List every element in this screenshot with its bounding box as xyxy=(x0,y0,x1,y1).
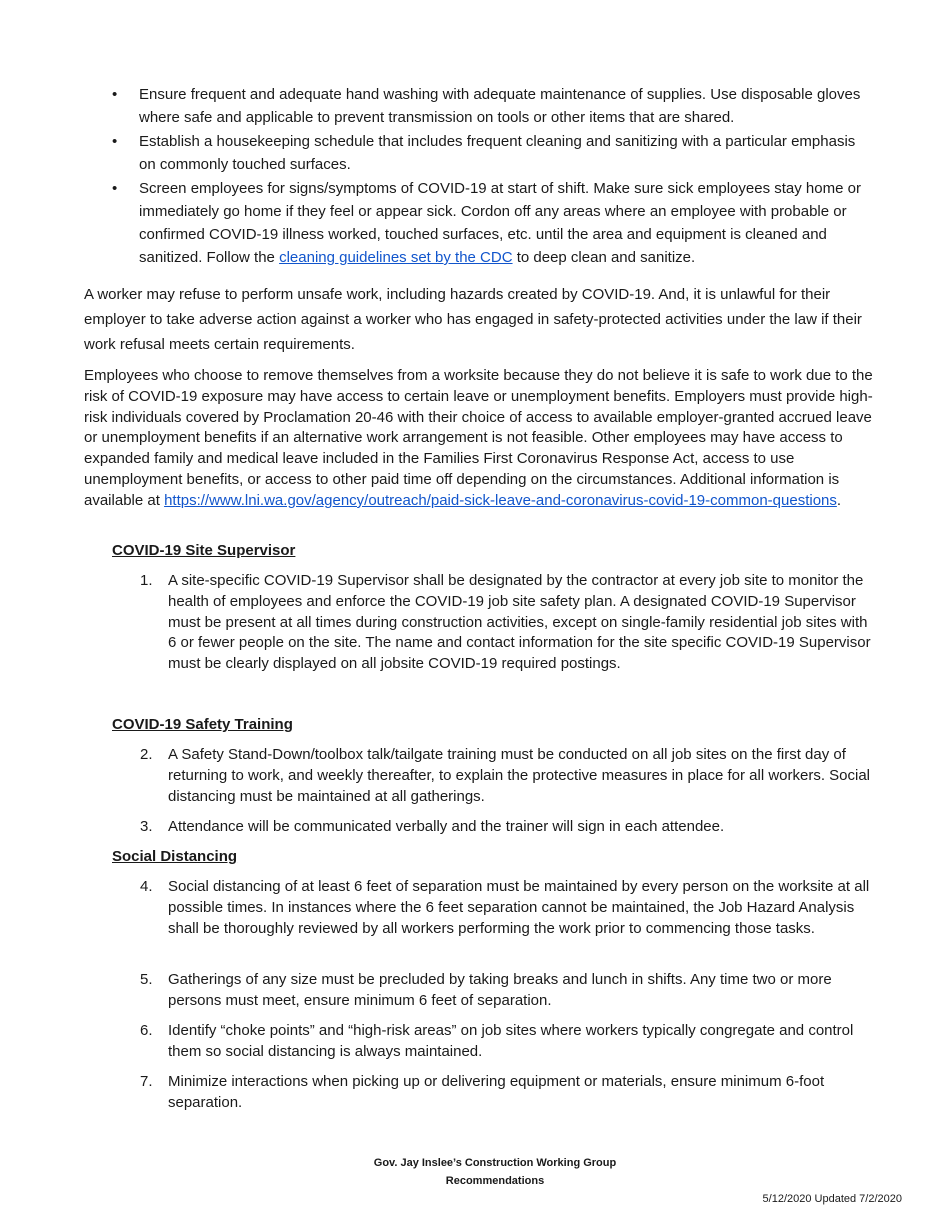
hygiene-bullet-list xyxy=(110,83,870,270)
bullet-marker: • xyxy=(112,133,118,150)
leave-benefits-paragraph xyxy=(84,366,874,512)
item-number: 5. xyxy=(140,971,153,988)
item-number: 4. xyxy=(140,878,153,895)
section-heading-social-distancing: Social Distancing xyxy=(112,848,238,865)
item-number: 3. xyxy=(140,818,153,835)
item-text: Gatherings of any size must be precluded by taking breaks and lunch in shifts. Any time two or more persons must meet, ensure minimum 6 feet of separation. xyxy=(168,971,832,1009)
numbered-item xyxy=(112,877,872,939)
lni-paid-sick-leave-link[interactable]: https://www.lni.wa.gov/agency/outreach/paid-sick-leave-and-coronavirus-covid-19-common-questions xyxy=(164,491,837,509)
footer-title: Gov. Jay Inslee’s Construction Working Group xyxy=(373,1157,617,1169)
numbered-item xyxy=(112,571,872,675)
section-heading-safety-training: COVID-19 Safety Training xyxy=(112,716,293,733)
list-item xyxy=(110,177,870,269)
item-text: Attendance will be communicated verbally and the trainer will sign in each attendee. xyxy=(168,818,725,835)
bullet-text: to deep clean and sanitize. xyxy=(512,249,696,266)
bullet-text: Establish a housekeeping schedule that includes frequent cleaning and sanitizing with a particular emphasis on commonly touched surfaces. xyxy=(139,133,856,173)
item-text: Social distancing of at least 6 feet of separation must be maintained by every person on the worksite at all possible times. In instances where the 6 feet separation cannot be maintained, the Job Hazard Analysis shall be thoroughly reviewed by all workers performing the work prior to commencing those tasks. xyxy=(168,878,870,937)
numbered-item xyxy=(112,745,872,807)
item-text: A site-specific COVID-19 Supervisor shall be designated by the contractor at every job site to monitor the health of employees and enforce the COVID-19 job site safety plan. A designated COVID-19 Supervisor must be present at all times during construction activities, except on single-family residential job sites with 6 or fewer people on the site. The name and contact information for the site specific COVID-19 Supervisor must be clearly displayed on all jobsite COVID-19 required postings. xyxy=(168,572,871,673)
item-number: 1. xyxy=(140,572,153,589)
numbered-item xyxy=(112,1021,872,1063)
item-number: 7. xyxy=(140,1073,153,1090)
bullet-marker: • xyxy=(112,180,118,197)
item-text: Minimize interactions when picking up or delivering equipment or materials, ensure minimum 6-foot separation. xyxy=(168,1073,825,1111)
list-item xyxy=(110,130,870,176)
cdc-cleaning-guidelines-link[interactable]: cleaning guidelines set by the CDC xyxy=(279,249,513,266)
numbered-item xyxy=(112,1072,872,1114)
footer-date: 5/12/2020 Updated 7/2/2020 xyxy=(762,1193,902,1205)
bullet-text: Ensure frequent and adequate hand washing with adequate maintenance of supplies. Use disposable gloves where safe and applicable to prevent transmission on tools or other items that are shared. xyxy=(139,86,861,126)
item-text: Identify “choke points” and “high-risk areas” on job sites where workers typically congregate and control them so social distancing is always maintained. xyxy=(168,1022,854,1060)
list-item xyxy=(110,83,870,129)
item-number: 2. xyxy=(140,746,153,763)
section-heading-site-supervisor: COVID-19 Site Supervisor xyxy=(112,542,296,559)
numbered-item xyxy=(112,970,872,1012)
item-number: 6. xyxy=(140,1022,153,1039)
work-refusal-paragraph: A worker may refuse to perform unsafe work, including hazards created by COVID-19. And, it is unlawful for their employer to take adverse action against a worker who has engaged in safety-protected activities under the law if their work refusal meets certain requirements. xyxy=(84,286,862,353)
numbered-item xyxy=(112,817,872,838)
bullet-marker: • xyxy=(112,86,118,103)
footer-subtitle: Recommendations xyxy=(445,1175,545,1187)
bullet-text: Screen employees for signs/symptoms of COVID-19 at start of shift. Make sure sick employees stay home or immediately go home if they feel or appear sick. Cordon off any areas where an employee with probable or confirmed COVID-19 illness worked, touched surfaces, etc. until the area and equipment is cleaned and sanitized. Follow the xyxy=(139,180,861,266)
paragraph-text: . xyxy=(836,491,842,509)
paragraph-text: Employees who choose to remove themselves from a worksite because they do not believe it is safe to work due to the risk of COVID-19 exposure may have access to certain leave or unemployment benefits. Employers must provide high-risk individuals covered by Proclamation 20-46 with their choice of access to available employer-granted accrued leave or unemployment benefits if an alternative work arrangement is not feasible. Other employees may have access to expanded family and medical leave included in the Families First Coronavirus Response Act, access to use unemployment benefits, or access to other paid time off depending on the circumstances. Additional information is available at xyxy=(84,367,873,509)
item-text: A Safety Stand-Down/toolbox talk/tailgate training must be conducted on all job sites on the first day of returning to work, and weekly thereafter, to explain the protective measures in place for all workers. Social distancing must be maintained at all gatherings. xyxy=(168,746,871,805)
